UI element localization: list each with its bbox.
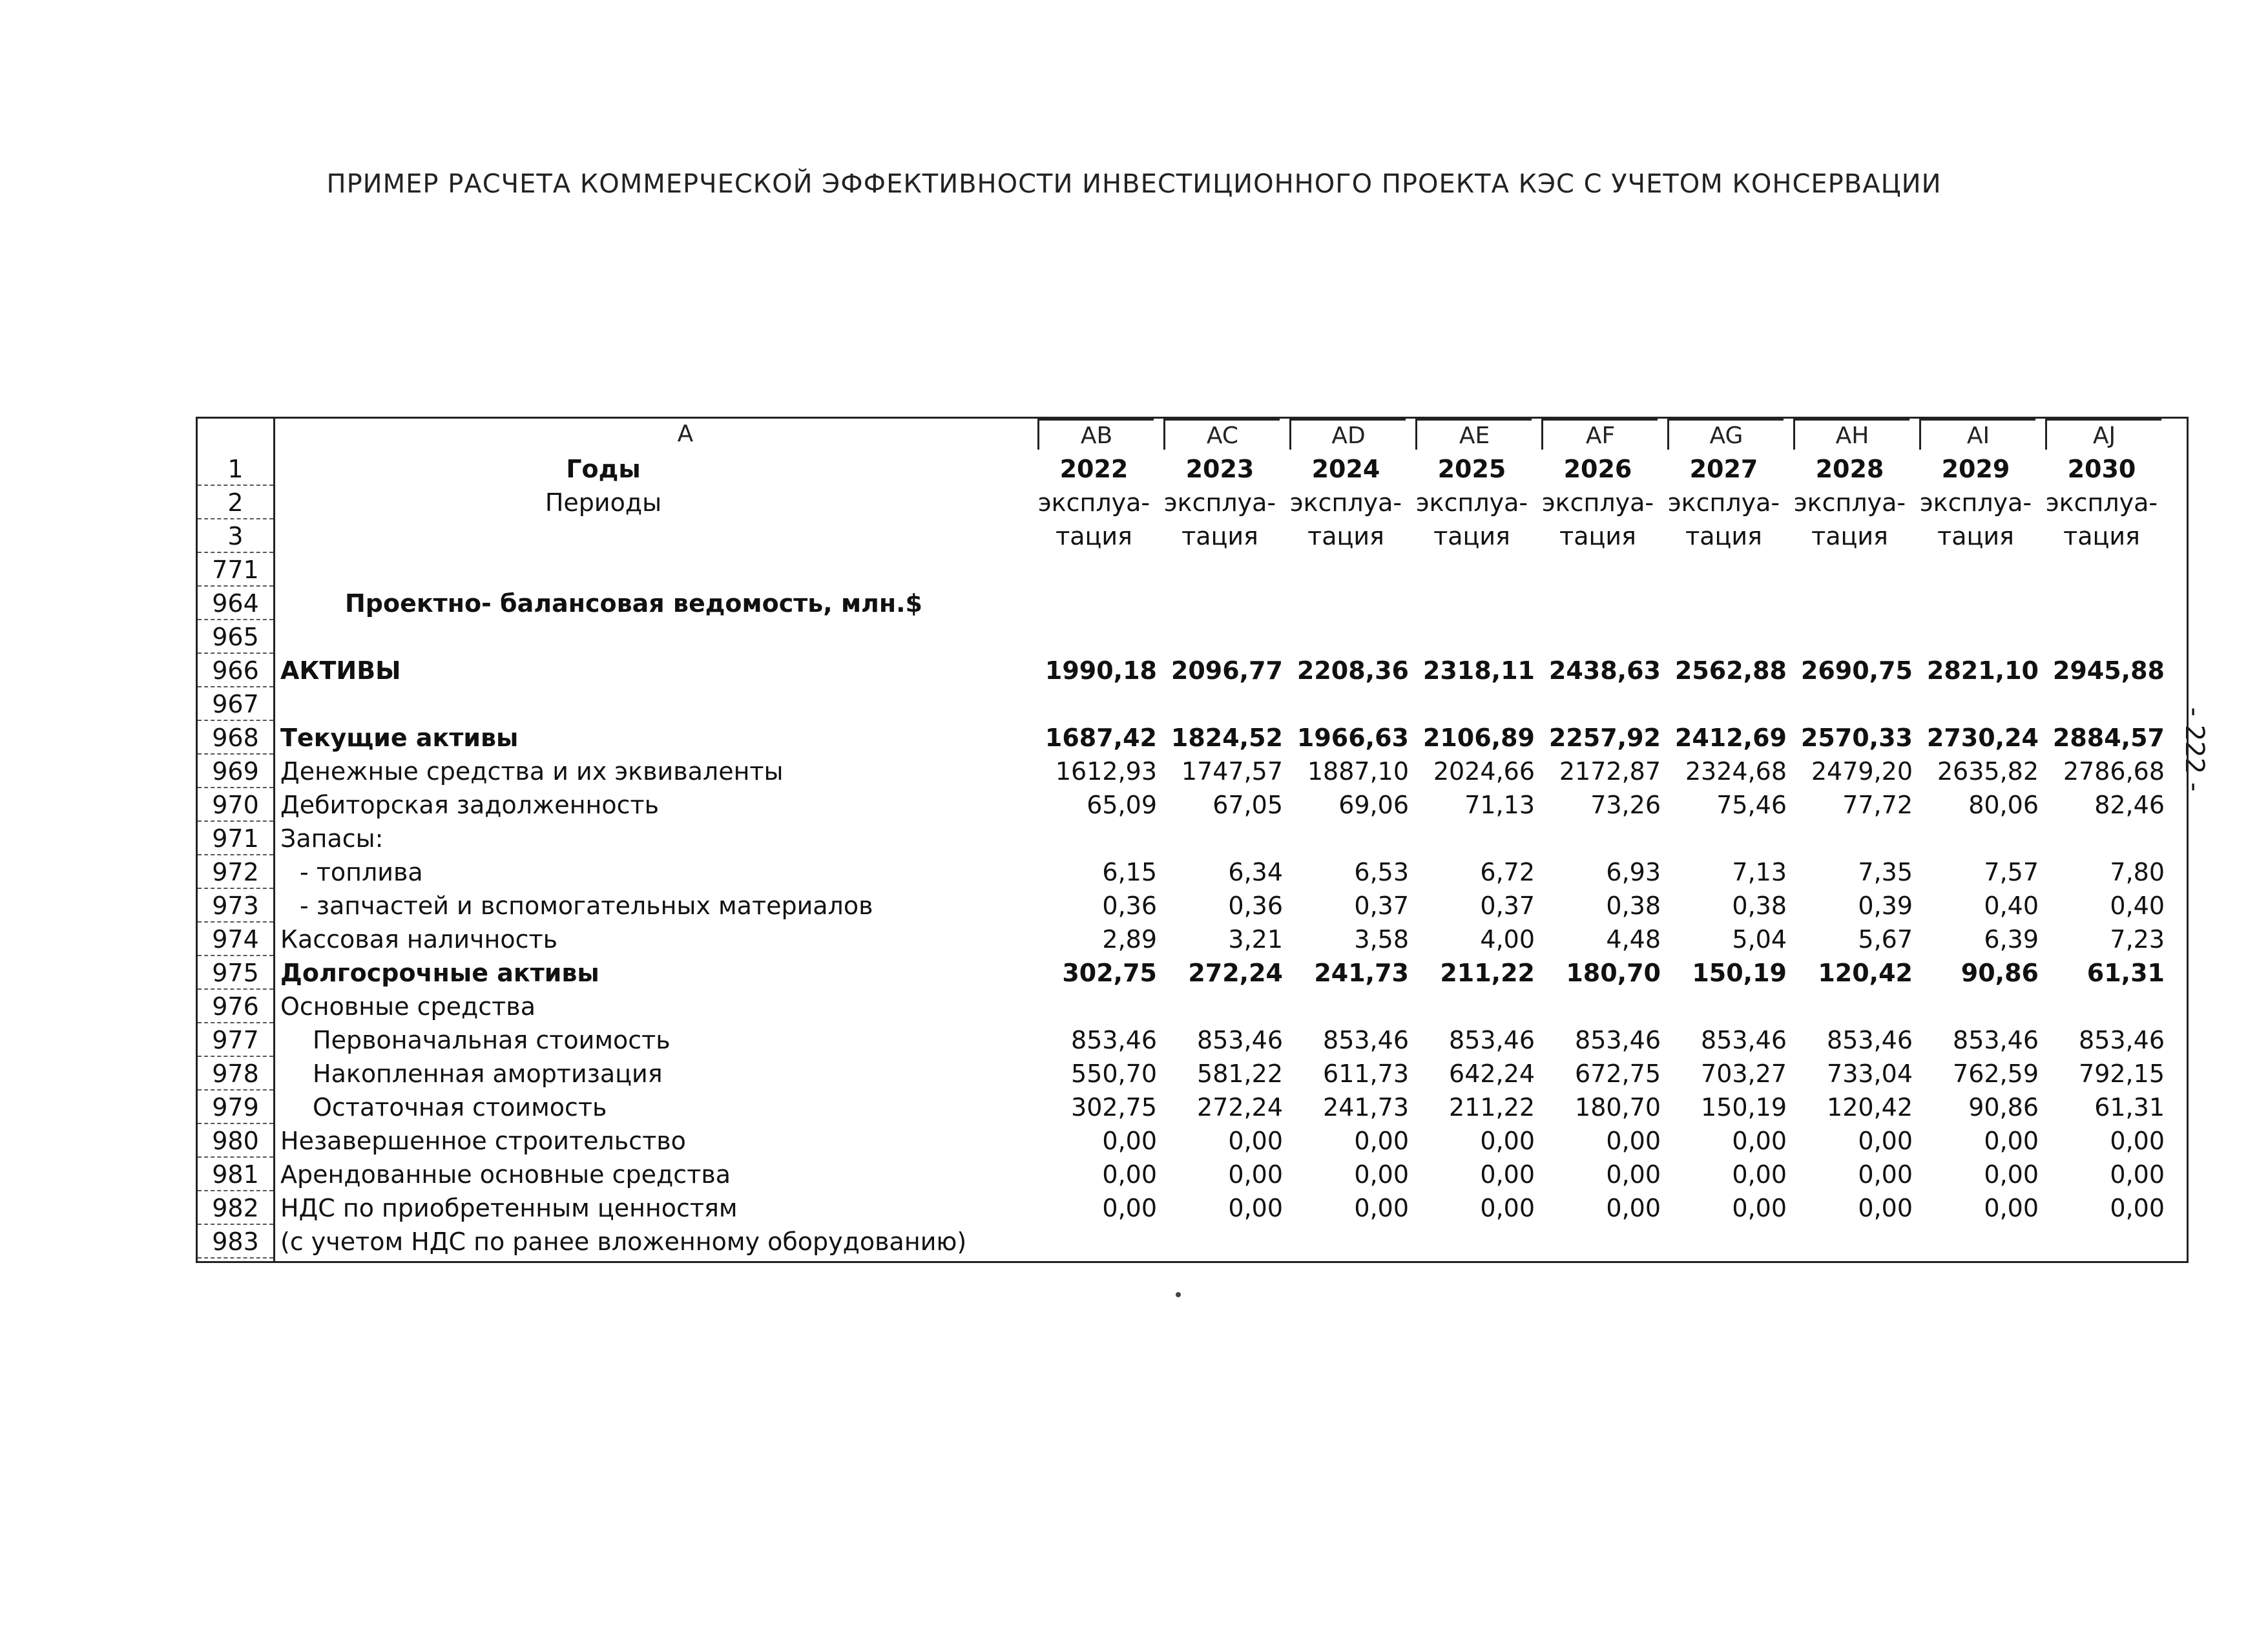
value-cell: 4,48 <box>1606 925 1661 954</box>
row-label <box>280 519 926 553</box>
row-number: 970 <box>198 788 273 822</box>
row-number: 979 <box>198 1091 273 1124</box>
row-label: НДС по приобретенным ценностям <box>280 1194 738 1222</box>
row-number: 966 <box>198 654 273 687</box>
row-label: Проектно- балансовая ведомость, млн.$ <box>345 589 922 618</box>
value-cell: 2821,10 <box>1926 656 2039 685</box>
value-cell: 853,46 <box>1827 1026 1913 1054</box>
row-label: - запчастей и вспомогательных материалов <box>300 892 873 920</box>
value-cell: эксплуа- <box>1793 488 1906 517</box>
header-row <box>198 486 2190 519</box>
value-cell: 0,00 <box>1102 1160 1157 1189</box>
value-cell: 0,00 <box>1606 1194 1661 1222</box>
row-label: Денежные средства и их эквиваленты <box>280 757 784 786</box>
value-cell: 0,40 <box>1984 892 2039 920</box>
value-cell: 67,05 <box>1212 791 1283 819</box>
value-cell: 0,00 <box>1480 1194 1535 1222</box>
value-cell: 150,19 <box>1701 1093 1787 1122</box>
value-cell: 150,19 <box>1692 959 1787 987</box>
value-cell: 65,09 <box>1087 791 1157 819</box>
row-number: 2 <box>198 486 273 519</box>
table-row <box>198 923 2190 956</box>
value-cell: 7,23 <box>2110 925 2165 954</box>
value-cell: эксплуа- <box>2045 488 2158 517</box>
table-row <box>198 755 2190 788</box>
page-title: ПРИМЕР РАСЧЕТА КОММЕРЧЕСКОЙ ЭФФЕКТИВНОСТИ ИНВЕСТИЦИОННОГО ПРОЕКТА КЭС С УЧЕТОМ КОНСЕРВАЦИИ <box>326 169 1942 199</box>
table-row <box>198 721 2190 755</box>
row-number: 967 <box>198 687 273 721</box>
value-cell: 180,70 <box>1575 1093 1661 1122</box>
value-cell: 120,42 <box>1827 1093 1913 1122</box>
value-cell: 3,58 <box>1354 925 1409 954</box>
column-letter-ae: AE <box>1415 419 1532 450</box>
column-letter-ah: AH <box>1793 419 1909 450</box>
value-cell: 7,35 <box>1858 858 1913 886</box>
value-cell: 853,46 <box>2079 1026 2165 1054</box>
row-label: Арендованные основные средства <box>280 1160 731 1189</box>
value-cell: 2,89 <box>1102 925 1157 954</box>
value-cell: 0,00 <box>1858 1194 1913 1222</box>
row-number: 968 <box>198 721 273 755</box>
value-cell: тация <box>1307 522 1384 550</box>
value-cell: 0,00 <box>1228 1194 1283 1222</box>
value-cell: 80,06 <box>1968 791 2039 819</box>
row-number: 973 <box>198 889 273 923</box>
row-label <box>280 687 1223 721</box>
value-cell: 0,00 <box>1984 1194 2039 1222</box>
value-cell: 2690,75 <box>1800 656 1913 685</box>
value-cell: 0,00 <box>2110 1127 2165 1155</box>
value-cell: тация <box>2063 522 2140 550</box>
value-cell: 241,73 <box>1314 959 1409 987</box>
value-cell: 73,26 <box>1590 791 1661 819</box>
value-cell: 211,22 <box>1449 1093 1535 1122</box>
table-row <box>198 889 2190 923</box>
row-number: 972 <box>198 855 273 889</box>
value-cell: тация <box>1056 522 1132 550</box>
row-label: Остаточная стоимость <box>313 1093 607 1122</box>
value-cell: 0,00 <box>1102 1127 1157 1155</box>
value-cell: 211,22 <box>1440 959 1535 987</box>
value-cell: 0,37 <box>1480 892 1535 920</box>
value-cell: тация <box>1937 522 2014 550</box>
value-cell: 6,53 <box>1354 858 1409 886</box>
table-row <box>198 1023 2190 1057</box>
value-cell: эксплуа- <box>1541 488 1654 517</box>
column-letter-ag: AG <box>1667 419 1784 450</box>
value-cell: эксплуа- <box>1919 488 2032 517</box>
value-cell: 2438,63 <box>1548 656 1661 685</box>
value-cell: 0,00 <box>1354 1194 1409 1222</box>
value-cell: 792,15 <box>2079 1060 2165 1088</box>
value-cell: 2029 <box>1941 455 2010 483</box>
value-cell: 1747,57 <box>1181 757 1283 786</box>
value-cell: 2208,36 <box>1296 656 1409 685</box>
value-cell: 762,59 <box>1953 1060 2039 1088</box>
table-row <box>198 1124 2190 1158</box>
column-letter-aj: AJ <box>2045 419 2161 450</box>
value-cell: 272,24 <box>1188 959 1283 987</box>
value-cell: 853,46 <box>1323 1026 1409 1054</box>
row-label: Годы <box>566 455 641 483</box>
spreadsheet-table <box>196 417 2189 1263</box>
value-cell: 0,00 <box>1984 1160 2039 1189</box>
column-letter-ab: AB <box>1037 419 1154 450</box>
value-cell: 0,00 <box>1984 1127 2039 1155</box>
value-cell: 302,75 <box>1062 959 1157 987</box>
value-cell: 272,24 <box>1197 1093 1283 1122</box>
table-row <box>198 1158 2190 1191</box>
value-cell: 0,00 <box>1732 1160 1787 1189</box>
value-cell: 71,13 <box>1464 791 1535 819</box>
value-cell: 703,27 <box>1701 1060 1787 1088</box>
row-number: 983 <box>198 1225 273 1258</box>
row-number: 965 <box>198 620 273 654</box>
value-cell: эксплуа- <box>1163 488 1276 517</box>
value-cell: 2024,66 <box>1433 757 1535 786</box>
value-cell: 581,22 <box>1197 1060 1283 1088</box>
row-label: Накопленная амортизация <box>313 1060 663 1088</box>
table-row <box>198 1057 2190 1091</box>
row-label: Дебиторская задолженность <box>280 791 660 819</box>
value-cell: 2030 <box>2067 455 2136 483</box>
row-label: - топлива <box>300 858 423 886</box>
value-cell: 0,00 <box>1606 1127 1661 1155</box>
value-cell: 1990,18 <box>1045 656 1157 685</box>
value-cell: эксплуа- <box>1415 488 1528 517</box>
value-cell: 2028 <box>1815 455 1884 483</box>
value-cell: 302,75 <box>1071 1093 1157 1122</box>
row-number: 771 <box>198 553 273 587</box>
row-label: Первоначальная стоимость <box>313 1026 671 1054</box>
row-label <box>280 620 1223 654</box>
value-cell: 733,04 <box>1827 1060 1913 1088</box>
value-cell: 1824,52 <box>1170 724 1283 752</box>
value-cell: 611,73 <box>1323 1060 1409 1088</box>
value-cell: 2257,92 <box>1548 724 1661 752</box>
value-cell: 2570,33 <box>1800 724 1913 752</box>
value-cell: 1687,42 <box>1045 724 1157 752</box>
value-cell: 90,86 <box>1968 1093 2039 1122</box>
row-number: 969 <box>198 755 273 788</box>
value-cell: 2024 <box>1311 455 1380 483</box>
row-label: АКТИВЫ <box>280 656 401 685</box>
value-cell: 0,38 <box>1606 892 1661 920</box>
value-cell: 2022 <box>1059 455 1129 483</box>
value-cell: 90,86 <box>1961 959 2039 987</box>
value-cell: 853,46 <box>1953 1026 2039 1054</box>
row-number: 982 <box>198 1191 273 1225</box>
column-letter-a: A <box>677 421 694 447</box>
value-cell: 6,72 <box>1480 858 1535 886</box>
value-cell: 2324,68 <box>1685 757 1787 786</box>
value-cell: 0,00 <box>1354 1127 1409 1155</box>
row-number: 978 <box>198 1057 273 1091</box>
row-number: 964 <box>198 587 273 620</box>
value-cell: 7,80 <box>2110 858 2165 886</box>
row-label: Текущие активы <box>280 724 519 752</box>
row-number: 977 <box>198 1023 273 1057</box>
header-row <box>198 519 2190 553</box>
value-cell: 0,00 <box>1606 1160 1661 1189</box>
value-cell: 2027 <box>1689 455 1758 483</box>
row-label: Периоды <box>545 488 662 517</box>
row-number: 1 <box>198 452 273 486</box>
value-cell: 2106,89 <box>1422 724 1535 752</box>
value-cell: тация <box>1181 522 1258 550</box>
column-letter-af: AF <box>1541 419 1658 450</box>
value-cell: 672,75 <box>1575 1060 1661 1088</box>
value-cell: 0,00 <box>1732 1194 1787 1222</box>
value-cell: тация <box>1685 522 1762 550</box>
row-label: Кассовая наличность <box>280 925 558 954</box>
value-cell: тация <box>1811 522 1888 550</box>
value-cell: 7,13 <box>1732 858 1787 886</box>
table-row <box>198 620 2190 654</box>
value-cell: тация <box>1559 522 1636 550</box>
value-cell: 0,00 <box>1228 1127 1283 1155</box>
value-cell: 0,00 <box>1102 1194 1157 1222</box>
row-number: 971 <box>198 822 273 855</box>
row-number: 976 <box>198 990 273 1023</box>
value-cell: 2026 <box>1563 455 1632 483</box>
value-cell: 120,42 <box>1818 959 1913 987</box>
value-cell: 75,46 <box>1716 791 1787 819</box>
table-row <box>198 553 2190 587</box>
value-cell: 1966,63 <box>1296 724 1409 752</box>
value-cell: 61,31 <box>2094 1093 2165 1122</box>
value-cell: 853,46 <box>1197 1026 1283 1054</box>
row-label: Незавершенное строительство <box>280 1127 686 1155</box>
value-cell: 3,21 <box>1228 925 1283 954</box>
table-row <box>198 990 2190 1023</box>
table-row <box>198 1191 2190 1225</box>
value-cell: 2945,88 <box>2052 656 2165 685</box>
value-cell: 2023 <box>1185 455 1254 483</box>
value-cell: 0,36 <box>1102 892 1157 920</box>
row-label: Запасы: <box>280 824 384 853</box>
table-row <box>198 1091 2190 1124</box>
value-cell: 0,00 <box>1480 1160 1535 1189</box>
value-cell: 82,46 <box>2094 791 2165 819</box>
value-cell: 2172,87 <box>1559 757 1661 786</box>
table-row <box>198 788 2190 822</box>
table-row <box>198 1225 2190 1258</box>
value-cell: тация <box>1433 522 1510 550</box>
value-cell: 5,67 <box>1858 925 1913 954</box>
value-cell: 0,00 <box>2110 1160 2165 1189</box>
value-cell: 2096,77 <box>1170 656 1283 685</box>
value-cell: 2562,88 <box>1674 656 1787 685</box>
value-cell: 180,70 <box>1566 959 1661 987</box>
value-cell: 853,46 <box>1449 1026 1535 1054</box>
page-number: - 222 - <box>2180 707 2209 792</box>
value-cell: 2786,68 <box>2063 757 2165 786</box>
table-row <box>198 587 2190 620</box>
value-cell: 0,00 <box>1858 1127 1913 1155</box>
value-cell: 0,00 <box>1858 1160 1913 1189</box>
value-cell: 550,70 <box>1071 1060 1157 1088</box>
table-row <box>198 687 2190 721</box>
column-letter-ad: AD <box>1289 419 1406 450</box>
value-cell: 2884,57 <box>2052 724 2165 752</box>
value-cell: 241,73 <box>1323 1093 1409 1122</box>
row-number: 981 <box>198 1158 273 1191</box>
row-label: Долгосрочные активы <box>280 959 599 987</box>
row-number: 974 <box>198 923 273 956</box>
value-cell: 6,93 <box>1606 858 1661 886</box>
value-cell: 0,00 <box>1732 1127 1787 1155</box>
value-cell: 6,39 <box>1984 925 2039 954</box>
value-cell: 2730,24 <box>1926 724 2039 752</box>
value-cell: 2025 <box>1437 455 1506 483</box>
value-cell: 0,00 <box>1228 1160 1283 1189</box>
value-cell: 0,00 <box>2110 1194 2165 1222</box>
value-cell: 0,39 <box>1858 892 1913 920</box>
value-cell: 0,36 <box>1228 892 1283 920</box>
value-cell: 7,57 <box>1984 858 2039 886</box>
row-label: Основные средства <box>280 992 536 1021</box>
column-letter-ai: AI <box>1919 419 2035 450</box>
value-cell: 61,31 <box>2086 959 2165 987</box>
value-cell: 642,24 <box>1449 1060 1535 1088</box>
value-cell: 0,38 <box>1732 892 1787 920</box>
row-number: 980 <box>198 1124 273 1158</box>
value-cell: 2412,69 <box>1674 724 1787 752</box>
value-cell: 6,15 <box>1102 858 1157 886</box>
row-number: 3 <box>198 519 273 553</box>
value-cell: 2318,11 <box>1422 656 1535 685</box>
value-cell: 6,34 <box>1228 858 1283 886</box>
value-cell: 0,00 <box>1354 1160 1409 1189</box>
row-label: (с учетом НДС по ранее вложенному оборудованию) <box>280 1227 967 1256</box>
value-cell: 4,00 <box>1480 925 1535 954</box>
value-cell: 2635,82 <box>1937 757 2039 786</box>
value-cell: 77,72 <box>1842 791 1913 819</box>
value-cell: 853,46 <box>1575 1026 1661 1054</box>
header-row <box>198 452 2190 486</box>
row-label <box>280 553 1223 587</box>
value-cell: 69,06 <box>1338 791 1409 819</box>
table-row <box>198 956 2190 990</box>
value-cell: 853,46 <box>1701 1026 1787 1054</box>
value-cell: 0,40 <box>2110 892 2165 920</box>
value-cell: эксплуа- <box>1667 488 1780 517</box>
value-cell: 1612,93 <box>1055 757 1157 786</box>
value-cell: эксплуа- <box>1289 488 1402 517</box>
value-cell: эксплуа- <box>1037 488 1150 517</box>
value-cell: 853,46 <box>1071 1026 1157 1054</box>
row-number: 975 <box>198 956 273 990</box>
column-letter-ac: AC <box>1163 419 1280 450</box>
value-cell: 1887,10 <box>1307 757 1409 786</box>
value-cell: 2479,20 <box>1811 757 1913 786</box>
table-row <box>198 822 2190 855</box>
value-cell: 0,00 <box>1480 1127 1535 1155</box>
value-cell: 0,37 <box>1354 892 1409 920</box>
stray-mark <box>1176 1292 1181 1297</box>
column-letter-header <box>275 419 2190 452</box>
value-cell: 5,04 <box>1732 925 1787 954</box>
table-row <box>198 654 2190 687</box>
table-row <box>198 855 2190 889</box>
